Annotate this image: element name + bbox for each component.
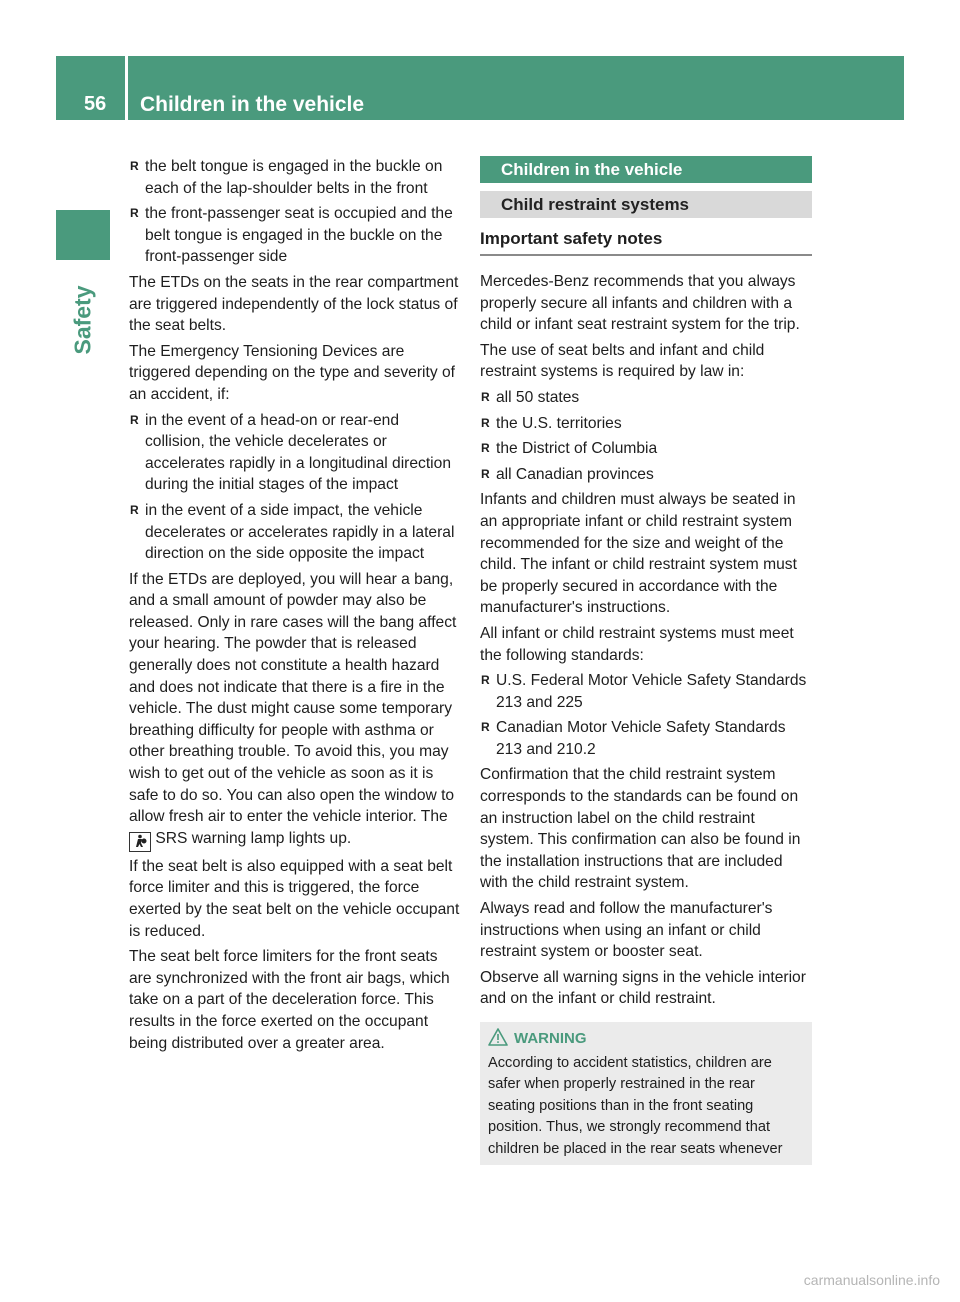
left-column [129, 156, 461, 1058]
warning-title: WARNING [514, 1030, 587, 1047]
paragraph: The seat belt force limiters for the front seats are synchronized with the front air bags, which take on a part of the deceleration force. This results in the force exerted on the occupant being distributed over a greater area. [129, 948, 450, 1052]
paragraph: Observe all warning signs in the vehicle interior and on the infant or child restraint. [480, 968, 806, 1008]
page-number [56, 56, 126, 120]
paragraph: Infants and children must always be seated in an appropriate infant or child restraint system recommended for the size and weight of the child. The infant or child restraint system must be properly secured in accordance with the manufacturer's instructions. [480, 491, 797, 617]
paragraph: The ETDs on the seats in the rear compartment are triggered independently of the lock status of the seat belts. [129, 273, 459, 335]
paragraph: Mercedes-Benz recommends that you always properly secure all infants and children with a child or infant seat restraint system for the trip. [480, 273, 800, 334]
list-item: R in the event of a side impact, the vehicle decelerates or accelerates rapidly in a lateral direction on the side opposite the impact [129, 500, 461, 565]
paragraph: If the seat belt is also equipped with a seat belt force limiter and this is triggered, the force exerted by the seat belt on the vehicle occupant is reduced. [129, 857, 460, 940]
list-item: R all Canadian provinces [480, 464, 812, 486]
paragraph: The use of seat belts and infant and child restraint systems is required by law in: [480, 341, 765, 381]
header-divider [125, 56, 128, 120]
list-item: R Canadian Motor Vehicle Safety Standards 213 and 210.2 [480, 717, 812, 760]
belt-condition-list [129, 156, 461, 268]
paragraph: Always read and follow the manufacturer's instructions when using an infant or child restraint system or booster seat. [480, 900, 773, 961]
warning-box [480, 1022, 812, 1165]
heading: Important safety notes [480, 226, 812, 256]
list-item: R the U.S. territories [480, 413, 812, 435]
accident-condition-list [129, 410, 461, 565]
list-item: R the belt tongue is engaged in the buckle on each of the lap-shoulder belts in the front [129, 156, 461, 199]
srs-warning-lamp-icon [129, 832, 151, 852]
warning-triangle-icon [488, 1028, 508, 1046]
jurisdiction-list [480, 387, 812, 485]
list-item: R U.S. Federal Motor Vehicle Safety Standards 213 and 225 [480, 670, 812, 713]
side-tab-marker [56, 210, 110, 260]
paragraph: Confirmation that the child restraint system corresponds to the standards can be found on an instruction label on the child restraint system. This confirmation can also be found in the installation instructions that are included with the child restraint system. [480, 766, 801, 892]
list-item: R all 50 states [480, 387, 812, 409]
warning-text: According to accident statistics, children are safer when properly restrained in the rear seating positions than in the front seating position. Thus, we strongly recommend that children be placed in the rear seats whenever [488, 1054, 783, 1157]
paragraph: The Emergency Tensioning Devices are triggered depending on the type and severity of an accident, if: [129, 342, 455, 403]
list-item: R the District of Columbia [480, 438, 812, 460]
paragraph [129, 569, 461, 852]
watermark: carmanualsonline.info [803, 1272, 940, 1288]
section-title: Children in the vehicle [480, 156, 812, 183]
right-column [480, 156, 812, 1165]
warning-header [488, 1028, 804, 1050]
list-item: R in the event of a head-on or rear-end collision, the vehicle decelerates or accelerates rapidly in a longitudinal direction during the initial stages of the impact [129, 410, 461, 496]
paragraph: All infant or child restraint systems must meet the following standards: [480, 624, 794, 664]
side-section-label: Safety [69, 285, 96, 355]
paragraph-text: SRS warning lamp lights up. [155, 829, 352, 847]
standards-list [480, 670, 812, 760]
paragraph-text: If the ETDs are deployed, you will hear a bang, and a small amount of powder may also be released. Only in rare cases will the bang affect your hearing. The powder that is released generally does not constitute a health hazard and does not indicate that there is a fire in the vehicle. The dust might cause some temporary breathing difficulty for people with asthma or other breathing trouble. To avoid this, you may wish to get out of the vehicle as soon as it is safe to do so. You can also open the window to allow fresh air to enter the vehicle interior. The [129, 570, 457, 826]
page-title: Children in the vehicle [140, 93, 365, 116]
subsection-title: Child restraint systems [480, 191, 812, 218]
list-item: R the front-passenger seat is occupied and the belt tongue is engaged in the buckle on the front-passenger side [129, 203, 461, 268]
page-number-text: 56 [84, 93, 107, 115]
